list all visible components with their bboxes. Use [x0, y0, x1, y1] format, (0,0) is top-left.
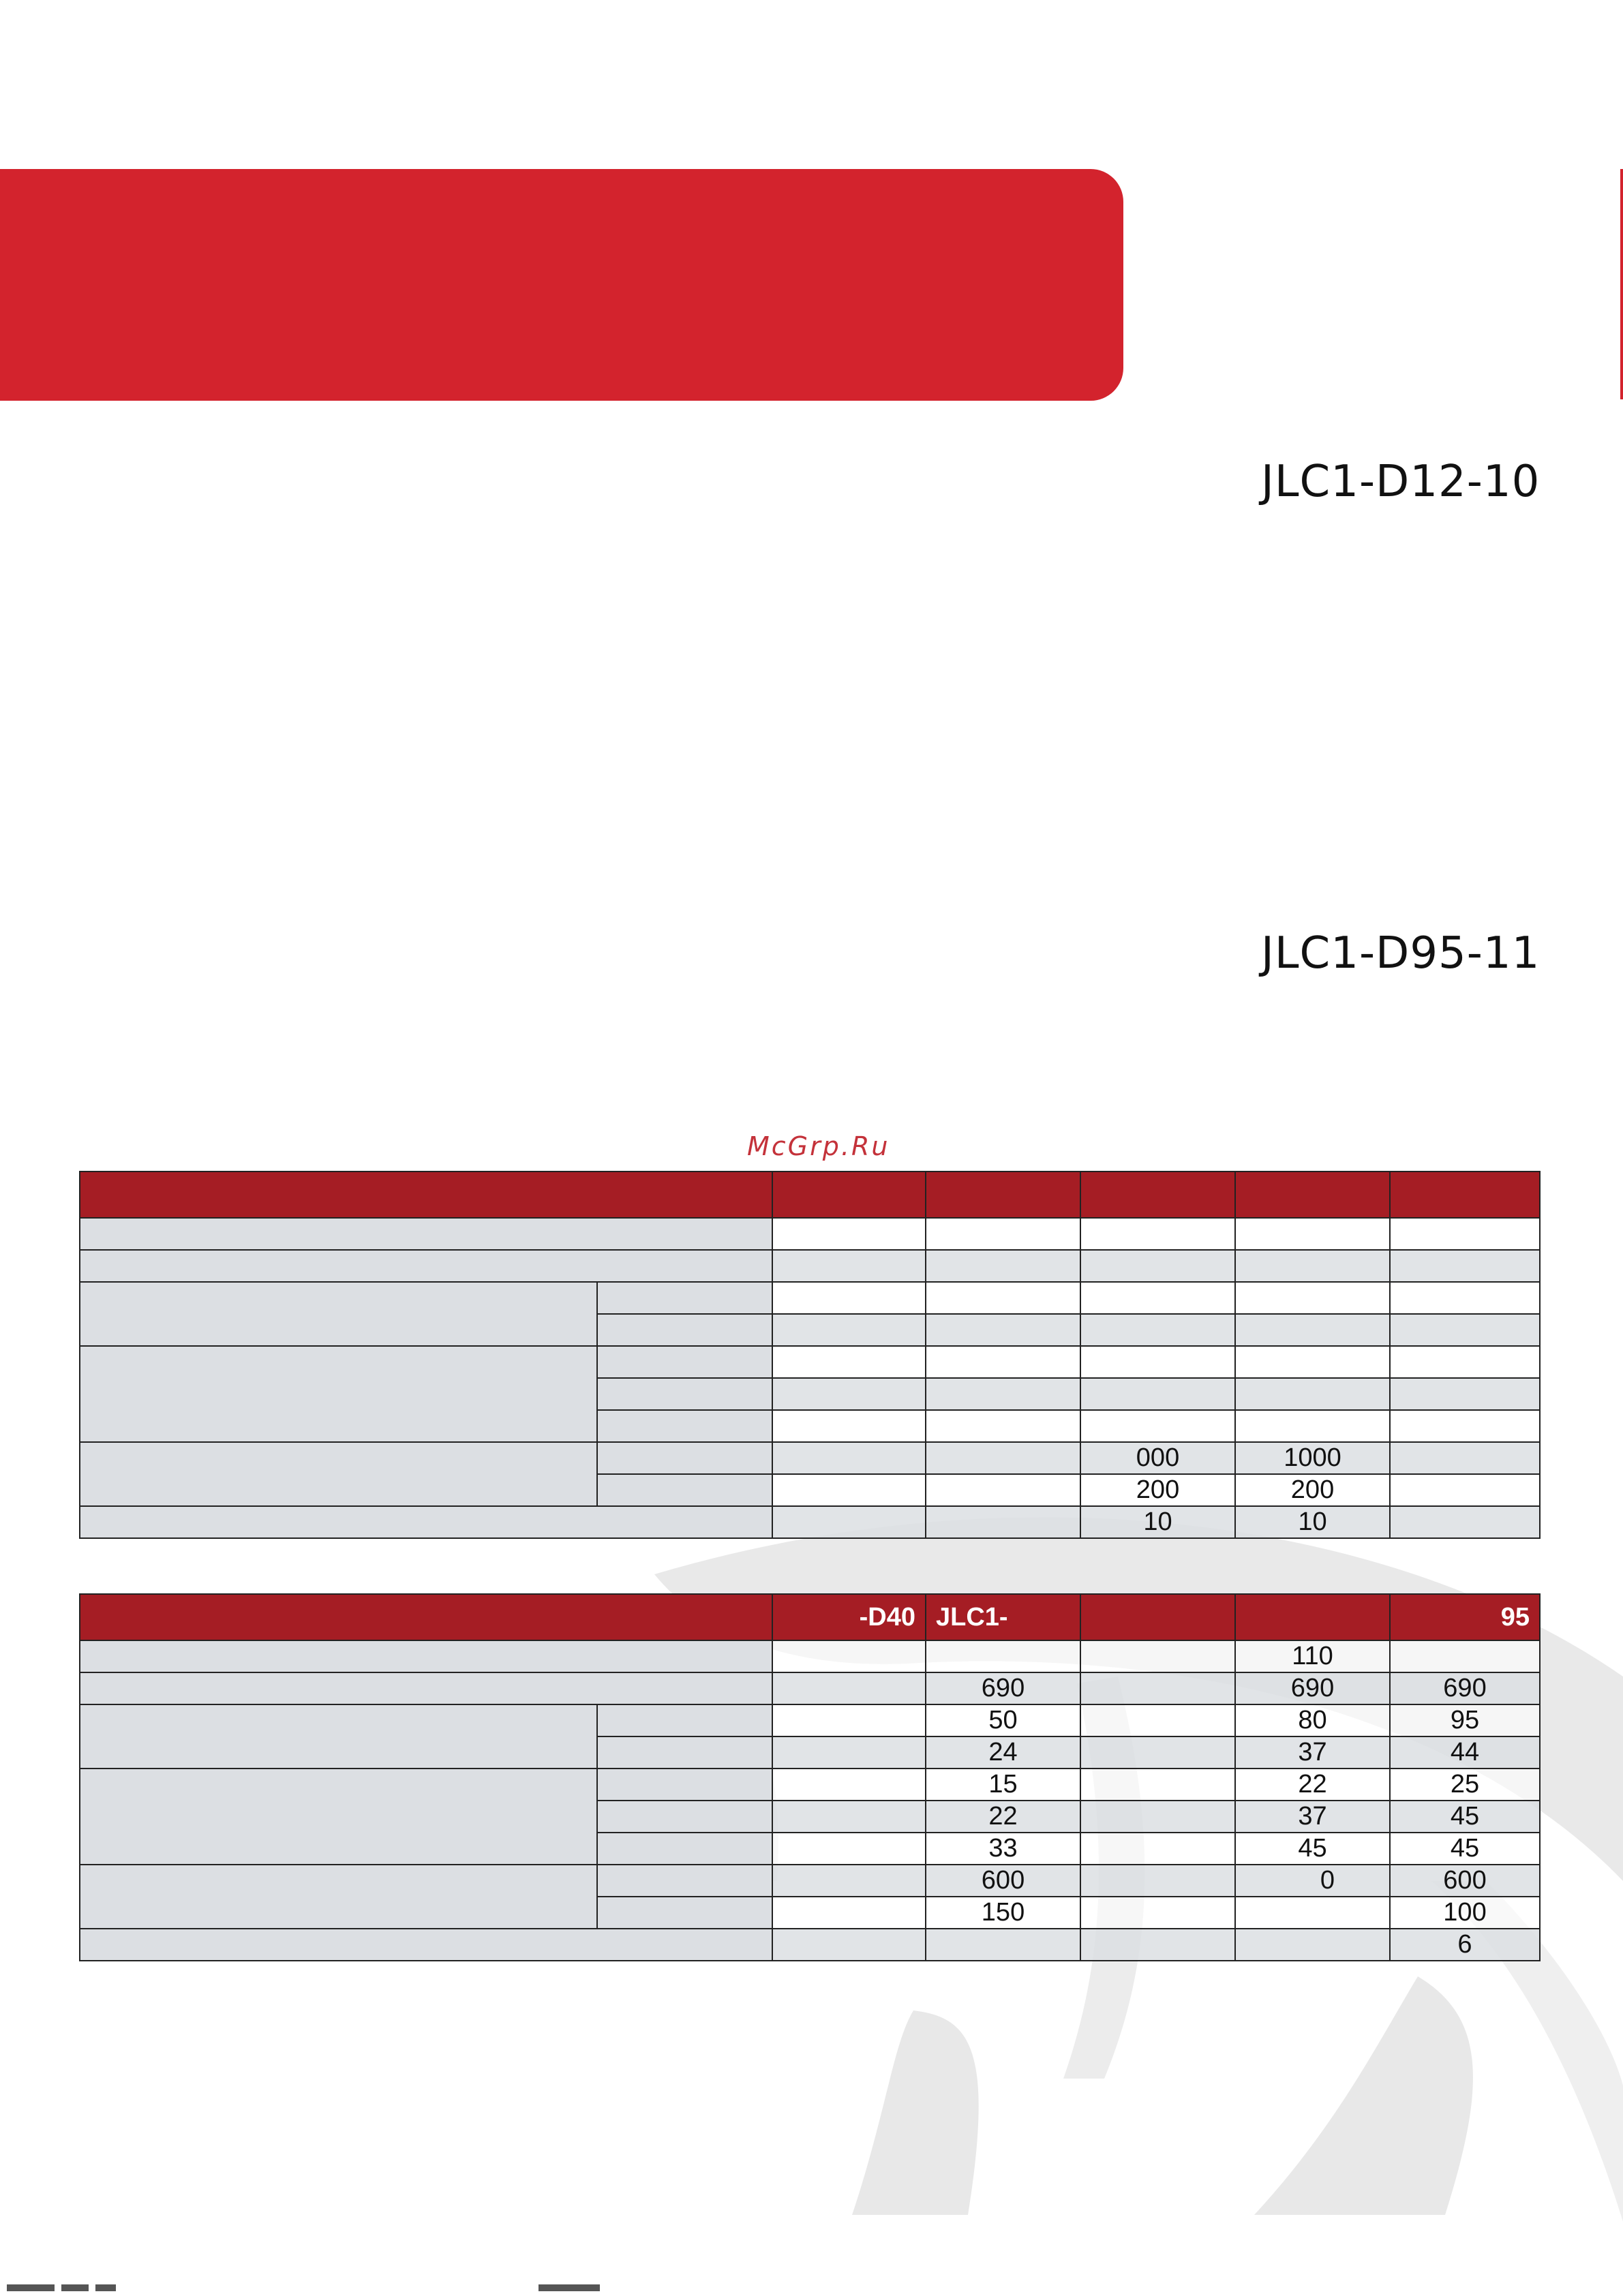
- spec-table-2: [79, 1593, 1541, 1961]
- value-cell: [772, 1736, 926, 1769]
- value-cell: [1390, 1250, 1540, 1282]
- value-cell: [1080, 1801, 1235, 1833]
- group-label: [80, 1346, 597, 1442]
- value-cell: 45: [1390, 1833, 1540, 1865]
- table-row: [80, 1442, 1540, 1474]
- value-cell: 44: [1390, 1736, 1540, 1769]
- value-cell: [1080, 1282, 1235, 1314]
- value-cell: 24: [926, 1736, 1080, 1769]
- header-cell: 95: [1390, 1594, 1540, 1640]
- value-cell: 33: [926, 1833, 1080, 1865]
- spec-table-1: [79, 1171, 1541, 1539]
- value-cell: [1080, 1833, 1235, 1865]
- table-row: [80, 1346, 1540, 1378]
- header-cell: [80, 1172, 772, 1218]
- value-cell: 200: [1080, 1474, 1235, 1506]
- table-row: [80, 1640, 1540, 1672]
- sub-label: [597, 1865, 772, 1897]
- header-cell: [926, 1172, 1080, 1218]
- value-cell: [926, 1218, 1080, 1250]
- value-cell: [1080, 1378, 1235, 1410]
- footer-cut-marks: [0, 2284, 1623, 2293]
- value-cell: [1080, 1769, 1235, 1801]
- value-cell: [1235, 1378, 1390, 1410]
- value-cell: 50: [926, 1704, 1080, 1736]
- value-cell: [772, 1506, 926, 1538]
- value-cell: [772, 1801, 926, 1833]
- sub-label: [597, 1346, 772, 1378]
- value-cell: [772, 1704, 926, 1736]
- value-cell: [1080, 1897, 1235, 1929]
- value-cell: [772, 1314, 926, 1346]
- table-header-row: [80, 1594, 1540, 1640]
- value-cell: [1080, 1672, 1235, 1704]
- value-cell: 80: [1235, 1704, 1390, 1736]
- sub-label: [597, 1442, 772, 1474]
- header-cell: JLC1-: [926, 1594, 1080, 1640]
- value-cell: [1080, 1929, 1235, 1961]
- value-cell: [1390, 1474, 1540, 1506]
- row-label: [80, 1929, 772, 1961]
- sub-label: [597, 1897, 772, 1929]
- table-row: [80, 1769, 1540, 1801]
- sub-label: [597, 1474, 772, 1506]
- value-cell: [926, 1250, 1080, 1282]
- sub-label: [597, 1378, 772, 1410]
- value-cell: [926, 1314, 1080, 1346]
- value-cell: [926, 1346, 1080, 1378]
- sub-label: [597, 1282, 772, 1314]
- header-cell: [772, 1172, 926, 1218]
- value-cell: [772, 1769, 926, 1801]
- value-cell: [772, 1282, 926, 1314]
- value-cell: [1390, 1378, 1540, 1410]
- header-cell: -D40: [772, 1594, 926, 1640]
- group-label: [80, 1704, 597, 1769]
- value-cell: 150: [926, 1897, 1080, 1929]
- value-cell: 45: [1235, 1833, 1390, 1865]
- sub-label: [597, 1410, 772, 1442]
- value-cell: [926, 1410, 1080, 1442]
- table-row: [80, 1865, 1540, 1897]
- value-cell: [926, 1378, 1080, 1410]
- value-cell: [1080, 1218, 1235, 1250]
- group-label: [80, 1865, 597, 1929]
- row-label: [80, 1506, 772, 1538]
- table-row: [80, 1506, 1540, 1538]
- value-cell: [926, 1506, 1080, 1538]
- sub-label: [597, 1801, 772, 1833]
- header-cell: [80, 1594, 772, 1640]
- header-cell: [1080, 1172, 1235, 1218]
- value-cell: 000: [1080, 1442, 1235, 1474]
- table-row: [80, 1704, 1540, 1736]
- value-cell: [1235, 1929, 1390, 1961]
- value-cell: 690: [1235, 1672, 1390, 1704]
- value-cell: 690: [1390, 1672, 1540, 1704]
- value-cell: [1390, 1346, 1540, 1378]
- value-cell: 25: [1390, 1769, 1540, 1801]
- value-cell: 45: [1390, 1801, 1540, 1833]
- value-cell: 100: [1390, 1897, 1540, 1929]
- sub-label: [597, 1769, 772, 1801]
- row-label: [80, 1218, 772, 1250]
- value-cell: [1390, 1218, 1540, 1250]
- group-label: [80, 1769, 597, 1865]
- table-header-row: [80, 1172, 1540, 1218]
- value-cell: [772, 1640, 926, 1672]
- value-cell: [1080, 1865, 1235, 1897]
- value-cell: 0: [1235, 1865, 1390, 1897]
- value-cell: [926, 1640, 1080, 1672]
- value-cell: [1390, 1506, 1540, 1538]
- model-name-second: JLC1-D95-11: [1261, 928, 1541, 979]
- value-cell: [772, 1929, 926, 1961]
- value-cell: [1080, 1410, 1235, 1442]
- value-cell: [1390, 1282, 1540, 1314]
- value-cell: [1235, 1346, 1390, 1378]
- row-label: [80, 1250, 772, 1282]
- value-cell: [1080, 1250, 1235, 1282]
- header-cell: [1080, 1594, 1235, 1640]
- value-cell: [1390, 1442, 1540, 1474]
- table-row: [80, 1282, 1540, 1314]
- sub-label: [597, 1704, 772, 1736]
- sub-label: [597, 1314, 772, 1346]
- value-cell: 10: [1080, 1506, 1235, 1538]
- value-cell: 600: [1390, 1865, 1540, 1897]
- group-label: [80, 1442, 597, 1506]
- value-cell: [926, 1282, 1080, 1314]
- value-cell: [1235, 1282, 1390, 1314]
- value-cell: [772, 1833, 926, 1865]
- value-cell: 6: [1390, 1929, 1540, 1961]
- value-cell: 600: [926, 1865, 1080, 1897]
- value-cell: 110: [1235, 1640, 1390, 1672]
- value-cell: [1235, 1314, 1390, 1346]
- table-row: [80, 1250, 1540, 1282]
- value-cell: [772, 1250, 926, 1282]
- header-cell: [1235, 1594, 1390, 1640]
- group-label: [80, 1282, 597, 1346]
- value-cell: [772, 1474, 926, 1506]
- value-cell: [1080, 1346, 1235, 1378]
- value-cell: 22: [1235, 1769, 1390, 1801]
- value-cell: [772, 1865, 926, 1897]
- row-label: [80, 1672, 772, 1704]
- value-cell: 690: [926, 1672, 1080, 1704]
- value-cell: [1390, 1640, 1540, 1672]
- table-row: [80, 1929, 1540, 1961]
- table-row: [80, 1672, 1540, 1704]
- value-cell: 200: [1235, 1474, 1390, 1506]
- value-cell: 10: [1235, 1506, 1390, 1538]
- value-cell: [1390, 1314, 1540, 1346]
- value-cell: [772, 1346, 926, 1378]
- value-cell: [1235, 1410, 1390, 1442]
- value-cell: [1235, 1218, 1390, 1250]
- row-label: [80, 1640, 772, 1672]
- value-cell: 37: [1235, 1801, 1390, 1833]
- value-cell: [1080, 1704, 1235, 1736]
- value-cell: [1080, 1736, 1235, 1769]
- value-cell: 15: [926, 1769, 1080, 1801]
- value-cell: [926, 1929, 1080, 1961]
- header-cell: [1235, 1172, 1390, 1218]
- value-cell: 37: [1235, 1736, 1390, 1769]
- value-cell: [1080, 1314, 1235, 1346]
- value-cell: [1235, 1897, 1390, 1929]
- value-cell: [772, 1672, 926, 1704]
- value-cell: [926, 1474, 1080, 1506]
- value-cell: 95: [1390, 1704, 1540, 1736]
- value-cell: [926, 1442, 1080, 1474]
- sub-label: [597, 1736, 772, 1769]
- value-cell: [1235, 1250, 1390, 1282]
- value-cell: [772, 1897, 926, 1929]
- value-cell: [772, 1442, 926, 1474]
- sub-label: [597, 1833, 772, 1865]
- value-cell: [772, 1218, 926, 1250]
- site-watermark: McGrp.Ru: [747, 1131, 890, 1161]
- model-name-first: JLC1-D12-10: [1261, 457, 1541, 507]
- value-cell: [1390, 1410, 1540, 1442]
- table-row: [80, 1218, 1540, 1250]
- value-cell: [772, 1410, 926, 1442]
- value-cell: [772, 1378, 926, 1410]
- value-cell: [1080, 1640, 1235, 1672]
- header-cell: [1390, 1172, 1540, 1218]
- value-cell: 1000: [1235, 1442, 1390, 1474]
- value-cell: 22: [926, 1801, 1080, 1833]
